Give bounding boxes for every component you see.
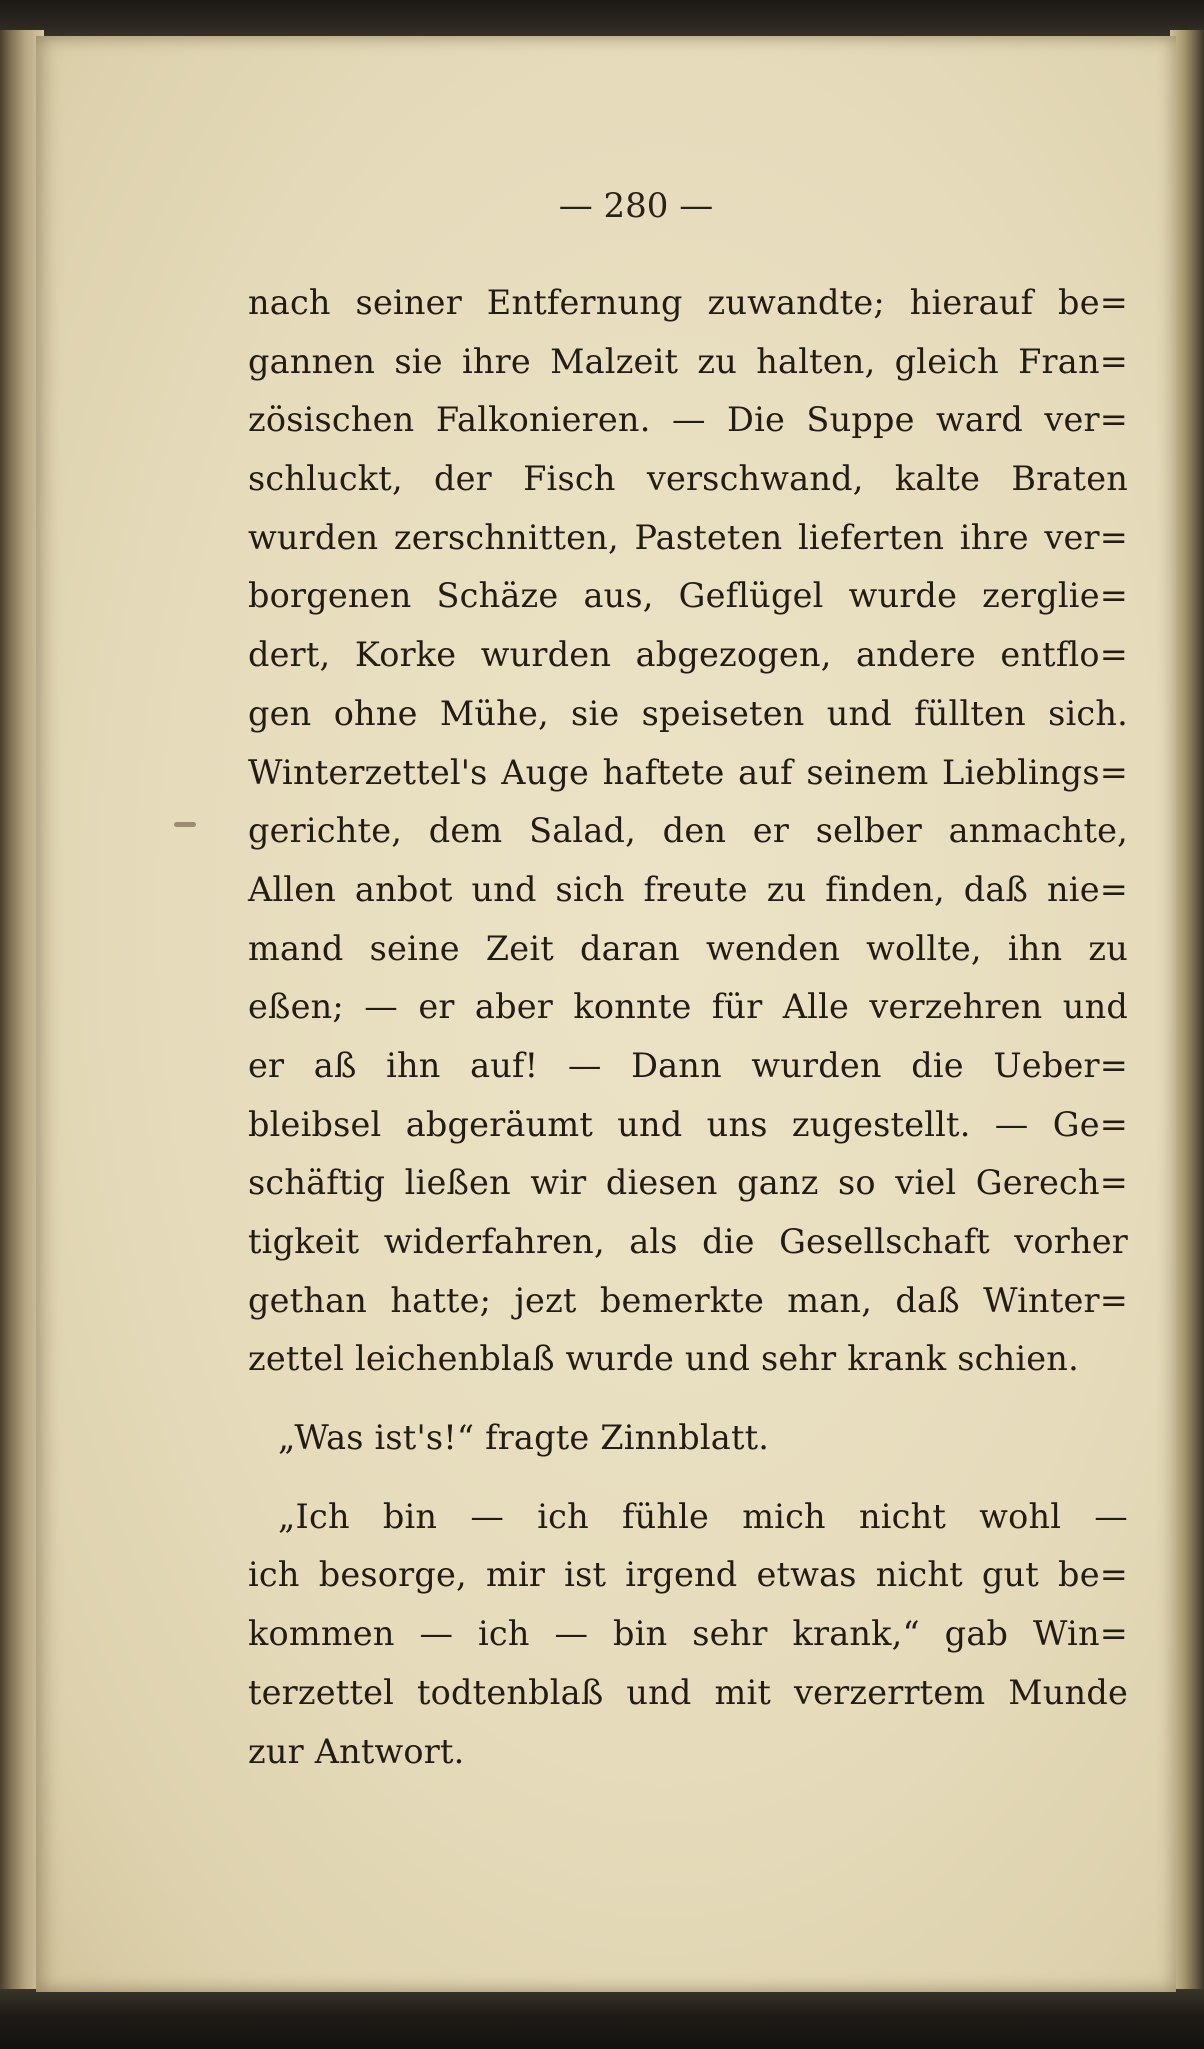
- text-line: gannen sie ihre Malzeit zu halten, gleich Fran=: [248, 341, 1128, 381]
- book-top-edge: [0, 0, 1204, 40]
- text-line: gen ohne Mühe, sie speiseten und füllten sich.: [248, 693, 1128, 733]
- dialogue-line: kommen — ich — bin sehr krank,“ gab Win=: [248, 1614, 1128, 1654]
- dialogue-line: „Ich bin — ich fühle mich nicht wohl —: [278, 1496, 1128, 1536]
- text-line: mand seine Zeit daran wenden wollte, ihn zu: [248, 928, 1128, 968]
- page-body: [248, 274, 1128, 1781]
- text-line: zettel leichenblaß wurde und sehr krank schien.: [248, 1339, 1079, 1379]
- text-line: gerichte, dem Salad, den er selber anmachte,: [248, 811, 1128, 851]
- dialogue-line: „Was ist's!“ fragte Zinnblatt.: [278, 1418, 770, 1458]
- text-line: er aß ihn auf! — Dann wurden die Ueber=: [248, 1045, 1128, 1085]
- book-bottom-edge: [0, 1989, 1204, 2049]
- text-line: dert, Korke wurden abgezogen, andere entflo=: [248, 635, 1128, 675]
- dialogue-line: zur Antwort.: [248, 1731, 465, 1771]
- text-line: schluckt, der Fisch verschwand, kalte Braten: [248, 459, 1128, 499]
- dialogue-line: terzettel todtenblaß und mit verzerrtem Munde: [248, 1672, 1128, 1712]
- paragraph-gap: [248, 1389, 1128, 1409]
- page-number: — 280 —: [558, 186, 714, 226]
- text-line: zösischen Falkonieren. — Die Suppe ward ver=: [248, 400, 1128, 440]
- text-line: wurden zerschnitten, Pasteten lieferten ihre ver=: [248, 517, 1128, 557]
- margin-ink-mark: [174, 822, 196, 827]
- dialogue-line: ich besorge, mir ist irgend etwas nicht gut be=: [248, 1555, 1128, 1595]
- text-line: Winterzettel's Auge haftete auf seinem Lieblings=: [248, 752, 1128, 792]
- book-page: [36, 36, 1176, 1992]
- text-line: borgenen Schäze aus, Geflügel wurde zerglie=: [248, 576, 1128, 616]
- text-line: schäftig ließen wir diesen ganz so viel Gerech=: [248, 1163, 1128, 1203]
- text-line: bleibsel abgeräumt und uns zugestellt. — Ge=: [248, 1104, 1128, 1144]
- text-line: eßen; — er aber konnte für Alle verzehren und: [248, 987, 1128, 1027]
- text-line: Allen anbot und sich freute zu finden, daß nie=: [248, 869, 1128, 909]
- text-line: tigkeit widerfahren, als die Gesellschaft vorher: [248, 1222, 1128, 1261]
- text-line: gethan hatte; jezt bemerkte man, daß Winter=: [248, 1280, 1128, 1320]
- text-line: nach seiner Entfernung zuwandte; hierauf be=: [248, 283, 1128, 322]
- paragraph-gap: [248, 1468, 1128, 1488]
